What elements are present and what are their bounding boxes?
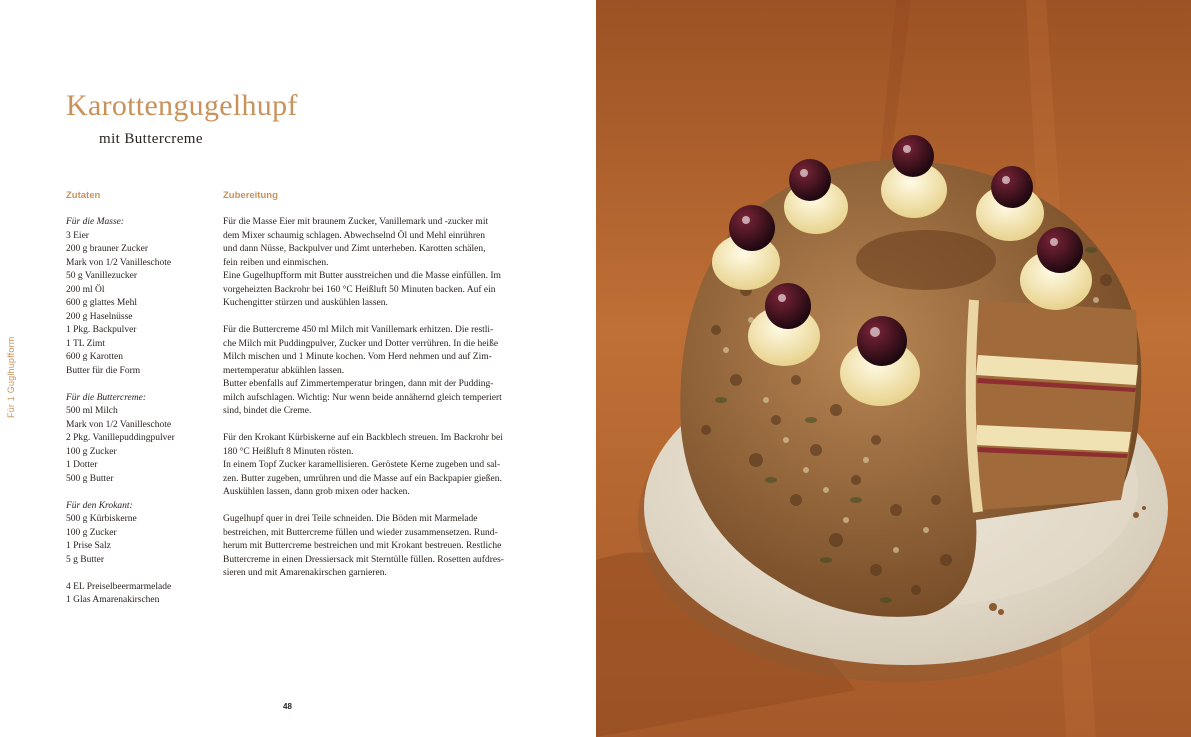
ingredient-item: 5 g Butter bbox=[66, 554, 104, 565]
preparation-steps bbox=[223, 216, 523, 594]
step-paragraph bbox=[223, 324, 523, 419]
step-line: zen. Butter zugeben, umrühren und die Masse auf ein Backpapier gießen. bbox=[223, 473, 502, 484]
step-line: mertemperatur abkühlen lassen. bbox=[223, 365, 345, 376]
step-line: sind, bindet die Creme. bbox=[223, 406, 312, 416]
ingredient-group bbox=[66, 500, 206, 568]
ingredient-item: 600 g Karotten bbox=[66, 352, 123, 362]
step-paragraph bbox=[223, 216, 523, 311]
ingredient-item: 1 Prise Salz bbox=[66, 541, 111, 551]
ingredient-item: 200 g brauner Zucker bbox=[66, 244, 149, 254]
ingredient-item: 1 Glas Amarenakirschen bbox=[66, 595, 160, 605]
ingredient-item: Mark von 1/2 Vanilleschote bbox=[66, 419, 172, 430]
ingredient-item: 100 g Zucker bbox=[66, 527, 117, 538]
ingredient-item: 1 TL Zimt bbox=[66, 338, 106, 349]
ingredients-heading: Zutaten bbox=[66, 190, 101, 201]
ingredient-item: 200 ml Öl bbox=[66, 284, 105, 295]
side-label: Für 1 Guglhupfform bbox=[6, 336, 16, 418]
ingredient-group bbox=[66, 392, 206, 487]
ingredient-group-title: Für die Buttercreme: bbox=[66, 392, 147, 403]
ingredient-group-title: Für den Krokant: bbox=[66, 500, 133, 511]
step-line: bestreichen, mit Buttercreme füllen und wieder zusammensetzen. Rund- bbox=[223, 527, 498, 538]
ingredient-item: 100 g Zucker bbox=[66, 446, 117, 457]
ingredient-item: 3 Eier bbox=[66, 230, 89, 241]
step-line: In einem Topf Zucker karamellisieren. Geröstete Kerne zugeben und sal- bbox=[223, 460, 501, 470]
ingredient-item: 500 g Butter bbox=[66, 473, 114, 484]
step-line: 180 °C Heißluft 8 Minuten rösten. bbox=[223, 446, 354, 457]
step-line: milch aufschlagen. Wichtig: Nur wenn beide annähernd gleich temperiert bbox=[223, 392, 502, 403]
step-line: sieren und mit Amarenakirschen garnieren. bbox=[223, 568, 387, 578]
ingredient-item: Mark von 1/2 Vanilleschote bbox=[66, 257, 172, 268]
step-line: und dann Nüsse, Backpulver und Zimt unterheben. Karotten schälen, bbox=[223, 244, 486, 254]
step-line: Eine Gugelhupfform mit Butter ausstreichen und die Masse einfüllen. Im bbox=[223, 271, 501, 281]
step-line: Für die Masse Eier mit braunem Zucker, Vanillemark und -zucker mit bbox=[223, 217, 489, 227]
step-line: herum mit Buttercreme bestreichen und mit Krokant bestreuen. Restliche bbox=[223, 541, 502, 551]
ingredient-item: 1 Dotter bbox=[66, 460, 98, 470]
ingredient-item: 4 EL Preiselbeermarmelade bbox=[66, 581, 172, 592]
step-line: vorgeheizten Backrohr bei 160 °C Heißluft 50 Minuten backen. Auf ein bbox=[223, 284, 496, 295]
ingredient-group bbox=[66, 216, 206, 378]
ingredient-item: Butter für die Form bbox=[66, 365, 141, 376]
ingredient-item: 50 g Vanillezucker bbox=[66, 271, 138, 281]
step-line: Buttercreme in einen Dressiersack mit Sterntülle füllen. Rosetten aufdres- bbox=[223, 554, 504, 565]
page-number: 48 bbox=[283, 702, 292, 711]
step-line: dem Mixer schaumig schlagen. Abwechselnd Öl und Mehl einrühren bbox=[223, 230, 485, 241]
recipe-title: Karottengugelhupf bbox=[66, 89, 298, 122]
step-line: fein reiben und einmischen. bbox=[223, 257, 329, 268]
step-line: che Milch mit Puddingpulver, Zucker und Dotter verrühren. In die heiße bbox=[223, 338, 499, 349]
ingredient-item: 600 g glattes Mehl bbox=[66, 298, 137, 308]
steps-heading: Zubereitung bbox=[223, 190, 278, 201]
ingredient-item: 200 g Haselnüsse bbox=[66, 311, 133, 322]
ingredient-item: 500 g Kürbiskerne bbox=[66, 514, 137, 524]
step-line: Auskühlen lassen, dann grob mixen oder hacken. bbox=[223, 487, 410, 497]
recipe-subtitle: mit Buttercreme bbox=[99, 131, 203, 147]
step-line: Kuchengitter stürzen und auskühlen lassen. bbox=[223, 298, 388, 308]
step-paragraph bbox=[223, 432, 523, 500]
ingredient-item: 2 Pkg. Vanillepuddingpulver bbox=[66, 433, 175, 443]
step-line: Milch mischen und 1 Minute kochen. Vom Herd nehmen und auf Zim- bbox=[223, 352, 492, 362]
step-paragraph bbox=[223, 513, 523, 581]
ingredient-group-title: Für die Masse: bbox=[66, 217, 125, 227]
ingredient-item: 1 Pkg. Backpulver bbox=[66, 325, 137, 335]
cake-photo bbox=[596, 0, 1191, 737]
step-line: Für die Buttercreme 450 ml Milch mit Vanillemark erhitzen. Die restli- bbox=[223, 325, 494, 335]
ingredient-item: 500 ml Milch bbox=[66, 406, 118, 416]
step-line: Butter ebenfalls auf Zimmertemperatur bringen, dann mit der Pudding- bbox=[223, 379, 494, 389]
ingredients-list bbox=[66, 216, 206, 621]
step-line: Gugelhupf quer in drei Teile schneiden. Die Böden mit Marmelade bbox=[223, 514, 478, 524]
ingredient-group bbox=[66, 581, 206, 608]
step-line: Für den Krokant Kürbiskerne auf ein Backblech streuen. Im Backrohr bei bbox=[223, 433, 503, 443]
